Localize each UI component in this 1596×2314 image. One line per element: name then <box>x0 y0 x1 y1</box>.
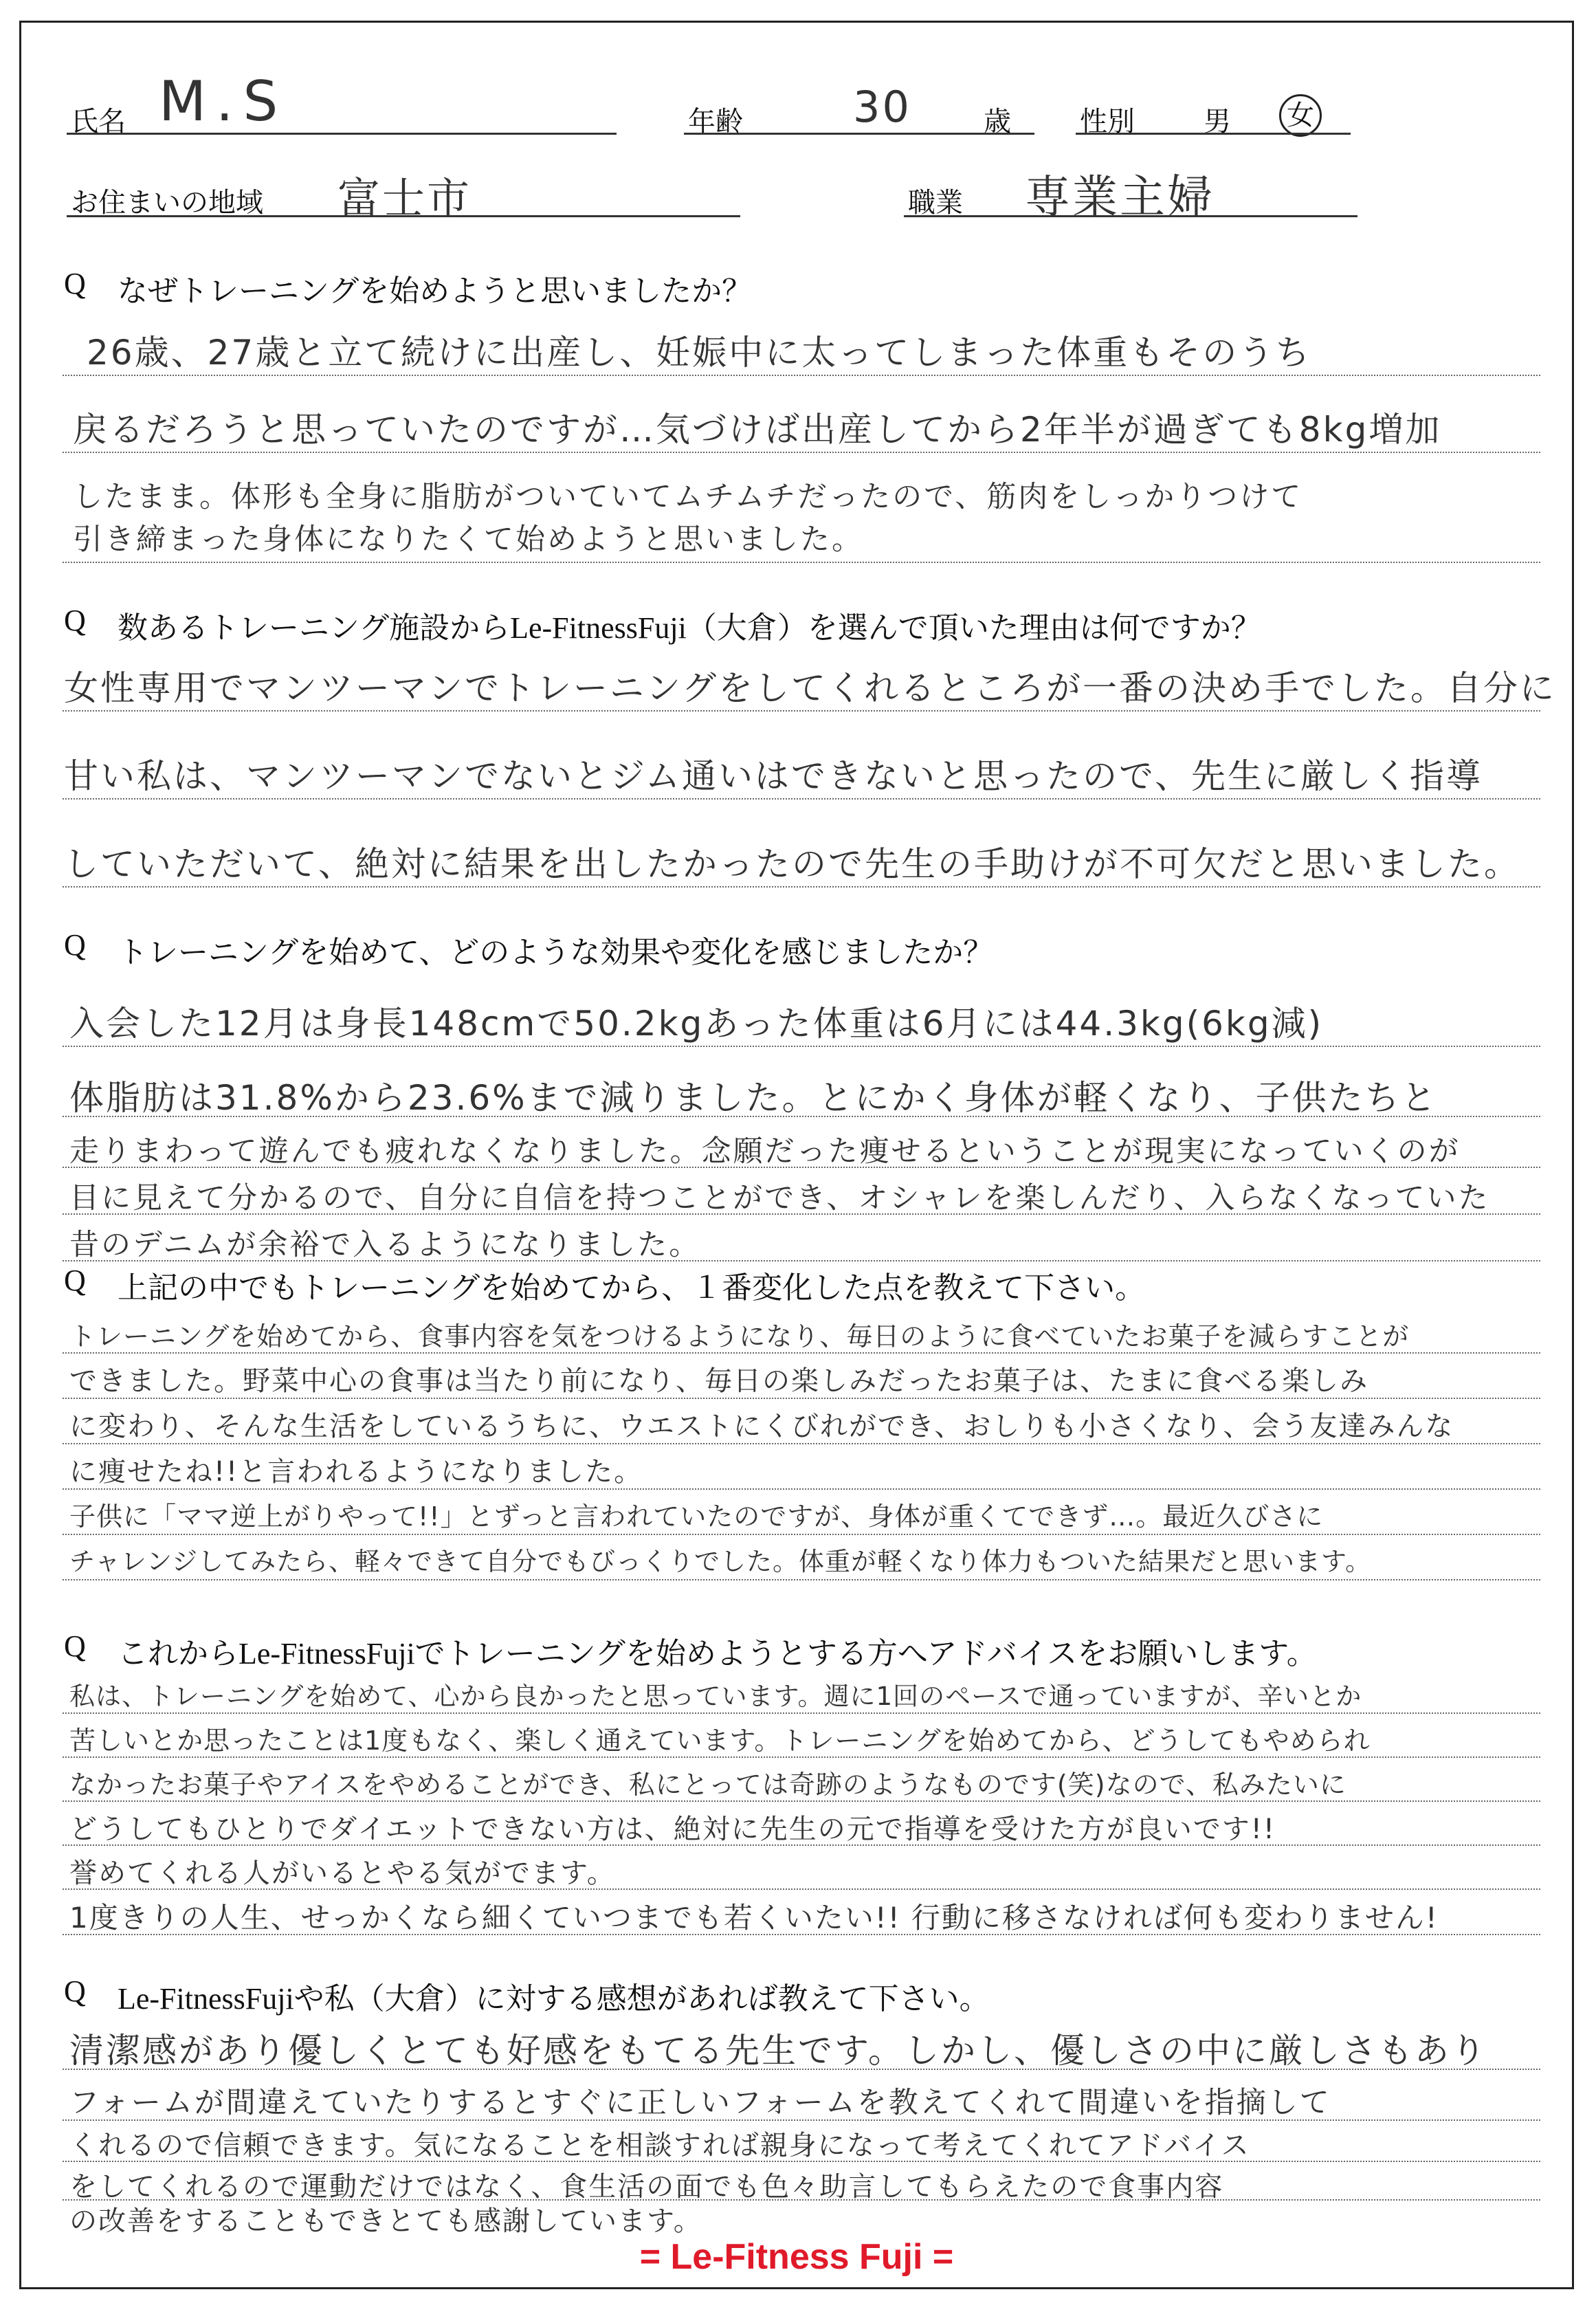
q1-answer-line: したまま。体形も全身に脂肪がついていてムチムチだったので、筋肉をしっかりつけて <box>73 480 1303 514</box>
rule <box>63 452 1540 453</box>
gender-male: 男 <box>1204 106 1231 137</box>
rule <box>63 1712 1540 1714</box>
job-underline <box>904 215 1357 217</box>
q5-answer-line: 私は、トレーニングを始めて、心から良かったと思っています。週に1回のペースで通っていますが、辛いとか <box>69 1682 1362 1711</box>
area-value: 富士市 <box>337 173 472 223</box>
q4-answer-line: 子供に「ママ逆上がりやって!!」とずっと言われていたのですが、身体が重くてできず…。最近久びさに <box>69 1501 1324 1532</box>
name-label: 氏名 <box>71 106 126 137</box>
q3-answer-line: 入会した12月は身長148cmで50.2kgあった体重は6月には44.3kg(6kg減) <box>69 1004 1324 1044</box>
gender-female-circled: 女 <box>1279 94 1322 137</box>
area-underline <box>67 215 740 217</box>
rule <box>63 886 1540 888</box>
footer-brand: = Le-Fitness Fuji = <box>639 2237 954 2277</box>
gender-label: 性別 <box>1080 106 1135 137</box>
q3-prefix: Q <box>64 928 86 962</box>
q1-answer-line: 戻るだろうと思っていたのですが…気づけば出産してから2年半が過ぎても8kg増加 <box>73 410 1442 450</box>
q6-answer-line: くれるので信頼できます。気になることを相談すれば親身になって考えてくれてアドバイス <box>69 2130 1250 2161</box>
rule <box>63 2069 1540 2070</box>
rule <box>63 1046 1540 1047</box>
rule <box>63 2161 1540 2162</box>
rule <box>63 1800 1540 1802</box>
rule <box>63 798 1540 800</box>
q2-prefix: Q <box>64 604 86 637</box>
q6-answer-line: 清潔感があり優しくとても好感をもてる先生です。しかし、優しさの中に厳しさもあり <box>69 2031 1487 2071</box>
name-value: M.S <box>159 69 288 133</box>
q2-answer-line: 甘い私は、マンツーマンでないとジム通いはできないと思ったので、先生に厳しく指導 <box>64 756 1483 796</box>
q6-answer-line: フォームが間違えていたりするとすぐに正しいフォームを教えてくれて間違いを指摘して <box>69 2086 1331 2120</box>
q4-answer-line: トレーニングを始めてから、食事内容を気をつけるようになり、毎日のように食べていたお菓子を減らすことが <box>69 1321 1410 1352</box>
questionnaire-sheet <box>19 21 1574 2289</box>
rule <box>63 1443 1540 1444</box>
q4-answer-line: に痩せたね!!と言われるようになりました。 <box>69 1456 643 1488</box>
rule <box>63 1888 1540 1890</box>
q5-question: これからLe-FitnessFujiでトレーニングを始めようとする方へアドバイスをお願いします。 <box>118 1637 1317 1671</box>
rule <box>63 2119 1540 2121</box>
area-label: お住まいの地域 <box>71 187 263 218</box>
q5-answer-line: 誉めてくれる人がいるとやる気がでます。 <box>69 1858 616 1889</box>
rule <box>63 1352 1540 1354</box>
q4-answer-line: できました。野菜中心の食事は当たり前になり、毎日の楽しみだったお菓子は、たまに食べる楽しみ <box>69 1365 1368 1397</box>
q3-answer-line: 走りまわって遊んでも疲れなくなりました。念願だった痩せるということが現実になっていくのが <box>69 1134 1461 1169</box>
rule <box>63 1534 1540 1535</box>
q3-question: トレーニングを始めて、どのような効果や変化を感じましたか？ <box>118 936 994 969</box>
rule <box>63 1213 1540 1215</box>
q6-answer-line: の改善をすることもできとても感謝しています。 <box>69 2205 702 2237</box>
q1-answer-line: 26歳、27歳と立て続けに出産し、妊娠中に太ってしまった体重もそのうち <box>87 333 1312 373</box>
q1-answer-line: 引き締まった身体になりたくて始めようと思いました。 <box>73 522 863 557</box>
q6-prefix: Q <box>64 1974 86 2008</box>
rule <box>63 710 1540 712</box>
q5-prefix: Q <box>64 1629 86 1663</box>
q5-answer-line: なかったお菓子やアイスをやめることができ、私にとっては奇跡のようなものです(笑)なので、私みたいに <box>69 1770 1346 1800</box>
q3-answer-line: 昔のデニムが余裕で入るようになりました。 <box>69 1228 701 1262</box>
rule <box>63 1844 1540 1846</box>
name-underline <box>67 133 617 135</box>
rule <box>63 1488 1540 1490</box>
age-label: 年齢 <box>688 106 743 137</box>
rule <box>63 375 1540 376</box>
age-underline <box>684 133 1034 135</box>
rule <box>63 1260 1540 1261</box>
q5-answer-line: 苦しいとか思ったことは1度もなく、楽しく通えています。トレーニングを始めてから、どうしてもやめられ <box>69 1726 1371 1756</box>
rule <box>63 1167 1540 1168</box>
rule <box>63 1579 1540 1580</box>
gender-underline <box>1076 133 1351 135</box>
q4-question: 上記の中でもトレーニングを始めてから、１番変化した点を教えて下さい。 <box>118 1271 1146 1305</box>
job-label: 職業 <box>908 187 963 218</box>
rule <box>63 1756 1540 1758</box>
age-unit: 歳 <box>984 106 1011 137</box>
q2-answer-line: 女性専用でマンツーマンでトレーニングをしてくれるところが一番の決め手でした。自分に <box>64 668 1556 708</box>
rule <box>63 1398 1540 1399</box>
q4-answer-line: チャレンジしてみたら、軽々できて自分でもびっくりでした。体重が軽くなり体力もついた結果だと思います。 <box>69 1547 1372 1576</box>
q6-answer-line: をしてくれるので運動だけではなく、食生活の面でも色々助言してもらえたので食事内容 <box>69 2171 1224 2203</box>
q2-answer-line: していただいて、絶対に結果を出したかったので先生の手助けが不可欠だと思いました。 <box>64 844 1520 884</box>
q6-question: Le-FitnessFujiや私（大倉）に対する感想があれば教えて下さい。 <box>118 1982 990 2016</box>
age-value: 30 <box>853 82 911 132</box>
q3-answer-line: 目に見えて分かるので、自分に自信を持つことができ、オシャレを楽しんだり、入らなくなっていた <box>69 1181 1490 1215</box>
q5-answer-line: 1度きりの人生、せっかくなら細くていつまでも若くいたい!! 行動に移さなければ何も変わりません! <box>69 1901 1439 1935</box>
q4-answer-line: に変わり、そんな生活をしているうちに、ウエストにくびれができ、おしりも小さくなり、会う友達みんな <box>69 1411 1454 1442</box>
job-value: 専業主婦 <box>1025 170 1215 223</box>
rule <box>63 562 1540 563</box>
q4-prefix: Q <box>64 1264 86 1297</box>
q2-question: 数あるトレーニング施設からLe-FitnessFuji（大倉）を選んで頂いた理由は何ですか？ <box>118 611 1261 645</box>
q1-question: なぜトレーニングを始めようと思いましたか？ <box>118 274 753 308</box>
q3-answer-line: 体脂肪は31.8%から23.6%まで減りました。とにかく身体が軽くなり、子供たちと <box>69 1078 1438 1118</box>
q5-answer-line: どうしてもひとりでダイエットできない方は、絶対に先生の元で指導を受けた方が良いです!! <box>69 1814 1276 1845</box>
rule <box>63 1934 1540 1935</box>
rule <box>63 1116 1540 1117</box>
q1-prefix: Q <box>64 267 86 300</box>
